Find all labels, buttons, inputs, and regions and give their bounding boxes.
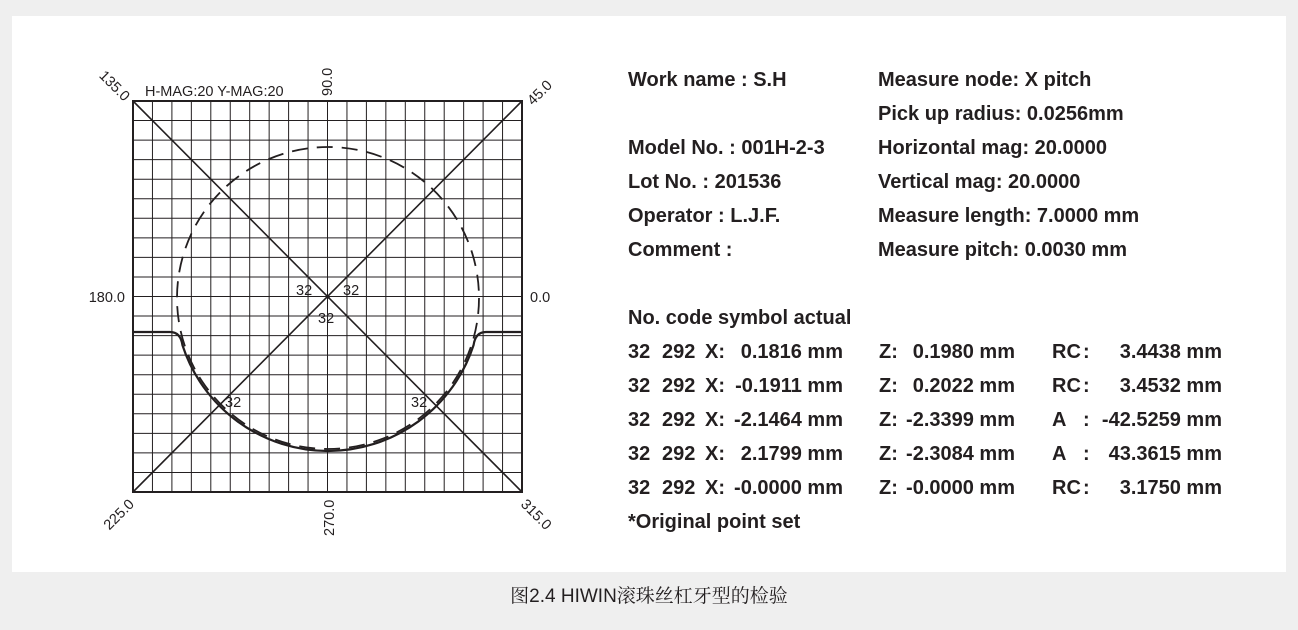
measure-pitch: Measure pitch: 0.0030 mm xyxy=(878,239,1127,261)
point-number: 32 xyxy=(628,443,651,465)
x-value: -2.1464 mm xyxy=(734,409,843,431)
measure-length: Measure length: 7.0000 mm xyxy=(878,205,1140,227)
z-value: -0.0000 mm xyxy=(906,477,1015,499)
lot-number: Lot No. : 201536 xyxy=(628,171,782,193)
point-number: 32 xyxy=(628,477,651,499)
result-value: 3.1750 mm xyxy=(1119,477,1222,499)
z-value: -2.3084 mm xyxy=(906,443,1015,465)
point-number: 32 xyxy=(628,409,651,431)
result-row xyxy=(0,476,1298,500)
z-label: Z: xyxy=(879,375,898,397)
original-point-note: *Original point set xyxy=(628,511,801,533)
code: 292 xyxy=(662,409,696,431)
measure-node: Measure node: X pitch xyxy=(878,69,1092,91)
result-symbol: RC xyxy=(1052,375,1081,397)
code: 292 xyxy=(662,443,696,465)
x-label: X: xyxy=(705,409,725,431)
magnification-label: H-MAG:20 Y-MAG:20 xyxy=(145,84,284,100)
result-value: -42.5259 mm xyxy=(1101,409,1222,431)
point-number: 32 xyxy=(628,341,651,363)
work-name: Work name : S.H xyxy=(628,69,787,91)
result-separator: : xyxy=(1083,375,1090,397)
z-label: Z: xyxy=(879,477,898,499)
result-symbol: A xyxy=(1052,409,1067,431)
model-number: Model No. : 001H-2-3 xyxy=(628,137,825,159)
vertical-mag: Vertical mag: 20.0000 xyxy=(878,171,1081,193)
figure-caption: 图2.4 HIWIN滚珠丝杠牙型的检验 xyxy=(510,586,788,607)
x-label: X: xyxy=(705,477,725,499)
operator: Operator : L.J.F. xyxy=(628,205,781,227)
point-label-lower-left: 32 xyxy=(225,395,242,411)
point-label-center-below: 32 xyxy=(318,311,335,327)
x-value: 2.1799 mm xyxy=(740,443,843,465)
angle-label-180: 180.0 xyxy=(88,290,125,306)
center-point xyxy=(326,295,330,299)
result-separator: : xyxy=(1083,341,1090,363)
result-row xyxy=(0,408,1298,432)
angle-label-225: 225.0 xyxy=(100,496,138,534)
result-symbol: RC xyxy=(1052,341,1081,363)
x-value: -0.1911 mm xyxy=(735,375,843,397)
result-value: 3.4532 mm xyxy=(1119,375,1222,397)
z-value: 0.1980 mm xyxy=(912,341,1015,363)
z-value: -2.3399 mm xyxy=(906,409,1015,431)
result-symbol: A xyxy=(1052,443,1067,465)
results-header: No. code symbol actual xyxy=(628,307,852,329)
result-row xyxy=(0,340,1298,364)
result-value: 43.3615 mm xyxy=(1108,443,1222,465)
result-value: 3.4438 mm xyxy=(1119,341,1222,363)
angle-label-315: 315.0 xyxy=(517,496,555,534)
angle-label-0: 0.0 xyxy=(530,290,551,306)
z-label: Z: xyxy=(879,341,898,363)
angle-label-90: 90.0 xyxy=(320,67,336,96)
code: 292 xyxy=(662,477,696,499)
code: 292 xyxy=(662,341,696,363)
z-label: Z: xyxy=(879,443,898,465)
result-row xyxy=(0,374,1298,398)
z-value: 0.2022 mm xyxy=(912,375,1015,397)
result-separator: : xyxy=(1083,477,1090,499)
point-label-center-left: 32 xyxy=(296,283,313,299)
result-row xyxy=(0,442,1298,466)
result-separator: : xyxy=(1083,443,1090,465)
point-label-lower-right: 32 xyxy=(411,395,428,411)
x-value: 0.1816 mm xyxy=(740,341,843,363)
x-label: X: xyxy=(705,443,725,465)
x-label: X: xyxy=(705,341,725,363)
angle-label-270: 270.0 xyxy=(322,499,338,536)
x-label: X: xyxy=(705,375,725,397)
z-label: Z: xyxy=(879,409,898,431)
result-symbol: RC xyxy=(1052,477,1081,499)
point-label-center-right: 32 xyxy=(343,283,360,299)
result-separator: : xyxy=(1083,409,1090,431)
angle-label-135: 135.0 xyxy=(95,67,133,105)
code: 292 xyxy=(662,375,696,397)
angle-label-45: 45.0 xyxy=(524,77,556,109)
x-value: -0.0000 mm xyxy=(734,477,843,499)
pickup-radius: Pick up radius: 0.0256mm xyxy=(878,103,1124,125)
horizontal-mag: Horizontal mag: 20.0000 xyxy=(878,137,1107,159)
comment: Comment : xyxy=(628,239,733,261)
point-number: 32 xyxy=(628,375,651,397)
